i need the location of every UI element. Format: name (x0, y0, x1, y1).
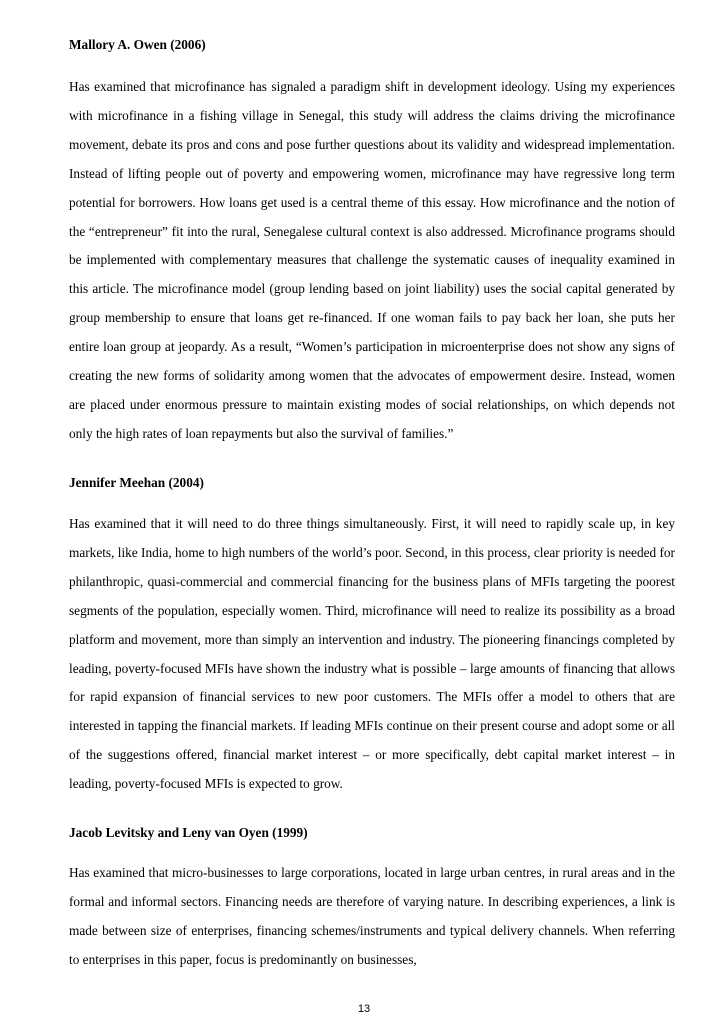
section-heading-levitsky-van-oyen: Jacob Levitsky and Leny van Oyen (1999) (69, 825, 308, 840)
section-paragraph-owen: Has examined that microfinance has signaled a paradigm shift in development ideology. Using my experiences with microfinance in a fishing village in Senegal, this study will address the claims driving the microfinance movement, debate its pros and cons and pose further questions about its validity and widespread implementation. Instead of lifting people out of poverty and empowering women, microfinance may have regressive long term potential for borrowers. How loans get used is a central theme of this essay. How microfinance and the notion of the “entrepreneur” fit into the rural, Senegalese cultural context is also addressed. Microfinance programs should be implemented with complementary measures that challenge the systematic causes of inequality examined in this article. The microfinance model (group lending based on joint liability) uses the social capital generated by group membership to ensure that loans get re-financed. If one woman fails to pay back her loan, she puts her entire loan group at jeopardy. As a result, “Women’s participation in microenterprise does not show any signs of creating the new forms of solidarity among women that the advocates of empowerment desire. Instead, women are placed under enormous pressure to maintain existing modes of social relationships, on which depends not only the high rates of loan repayments but also the survival of families.” (69, 79, 675, 441)
section-heading-meehan: Jennifer Meehan (2004) (69, 475, 204, 490)
section-paragraph-meehan: Has examined that it will need to do three things simultaneously. First, it will need to rapidly scale up, in key markets, like India, home to high numbers of the world’s poor. Second, in this process, clear priority is needed for philanthropic, quasi-commercial and commercial financing for the business plans of MFIs targeting the poorest segments of the population, especially women. Third, microfinance will need to realize its possibility as a broad platform and movement, more than simply an intervention and industry. The pioneering financings completed by leading, poverty-focused MFIs have shown the industry what is possible – large amounts of financing that allows for rapid expansion of financial services to new poor customers. The MFIs offer a model to others that are interested in tapping the financial markets. If leading MFIs continue on their present course and adopt some or all of the suggestions offered, financial market interest – or more specifically, debt capital market interest – in leading, poverty-focused MFIs is expected to grow. (69, 516, 675, 792)
section-paragraph-levitsky-van-oyen: Has examined that micro-businesses to large corporations, located in large urban centres, in rural areas and in the formal and informal sectors. Financing needs are therefore of varying nature. In describing experiences, a link is made between size of enterprises, financing schemes/instruments and typical delivery channels. When referring to enterprises in this paper, focus is predominantly on businesses, (69, 865, 675, 967)
section-heading-owen: Mallory A. Owen (2006) (69, 37, 206, 52)
page-number: 13 (357, 1003, 371, 1015)
